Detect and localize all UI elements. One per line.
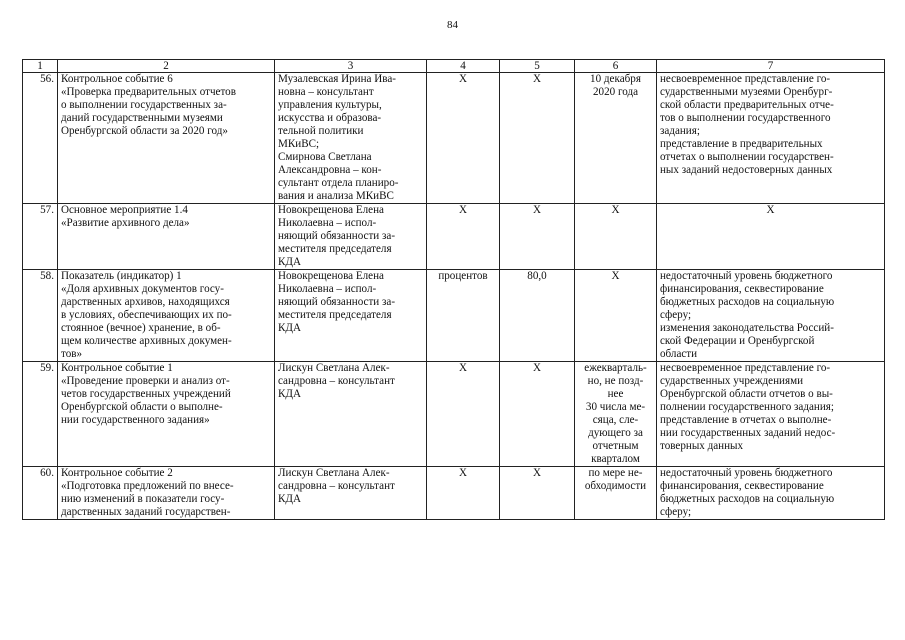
- table-row: [23, 467, 885, 520]
- responsible-cell: Новокрещенова Елена Николаевна – испол- няющий обязанности за- местителя председателя КДА: [275, 270, 427, 362]
- table-row: [23, 270, 885, 362]
- risks-cell: Х: [657, 204, 885, 270]
- column-header-6: 6: [575, 60, 657, 73]
- row-number: 60.: [23, 467, 58, 520]
- page-number: 84: [447, 19, 458, 31]
- risks-cell: несвоевременное представление го- сударственными музеями Оренбург- ской области предварительных отче- тов о выполнении государственного задания; представление в предварительных отчетах о выполнении государствен- ных заданий недостоверных данных: [657, 73, 885, 204]
- deadline-cell: по мере не- обходимости: [575, 467, 657, 520]
- row-number: 58.: [23, 270, 58, 362]
- activity-cell: Контрольное событие 1 «Проведение проверки и анализ от- четов государственных учреждений Оренбургской области о выполне- нии государственного задания»: [58, 362, 275, 467]
- unit-cell: Х: [427, 73, 500, 204]
- deadline-cell: 10 декабря 2020 года: [575, 73, 657, 204]
- column-header-3: 3: [275, 60, 427, 73]
- unit-cell: Х: [427, 204, 500, 270]
- unit-cell: Х: [427, 362, 500, 467]
- activity-cell: Показатель (индикатор) 1 «Доля архивных документов госу- дарственных архивов, находящихся в условиях, обеспечивающих их по- стоянное (вечное) хранение, в об- щем количестве архивных докумен- тов»: [58, 270, 275, 362]
- risks-cell: несвоевременное представление го- сударственных учреждениями Оренбургской области отчетов о вы- полнении государственного задания; представление в отчетах о выполне- нии государственных заданий недос- товерных данных: [657, 362, 885, 467]
- column-header-1: 1: [23, 60, 58, 73]
- value-cell: Х: [500, 467, 575, 520]
- activity-cell: Основное мероприятие 1.4 «Развитие архивного дела»: [58, 204, 275, 270]
- table-row: [23, 362, 885, 467]
- column-header-2: 2: [58, 60, 275, 73]
- activity-cell: Контрольное событие 6 «Проверка предварительных отчетов о выполнении государственных за- даний государственными музеями Оренбургской области за 2020 год»: [58, 73, 275, 204]
- deadline-cell: Х: [575, 270, 657, 362]
- table-row: [23, 204, 885, 270]
- responsible-cell: Музалевская Ирина Ива- новна – консультант управления культуры, искусства и образова- тельной политики МКиВС; Смирнова Светлана Александровна – кон- сультант отдела планиро- вания и анализа МКиВС: [275, 73, 427, 204]
- value-cell: Х: [500, 204, 575, 270]
- column-header-4: 4: [427, 60, 500, 73]
- column-header-5: 5: [500, 60, 575, 73]
- deadline-cell: Х: [575, 204, 657, 270]
- plan-table: [22, 59, 885, 520]
- column-number-row: [23, 60, 885, 73]
- unit-cell: процентов: [427, 270, 500, 362]
- risks-cell: недостаточный уровень бюджетного финансирования, секвестирование бюджетных расходов на социальную сферу; изменения законодательства Россий- ской Федерации и Оренбургской области: [657, 270, 885, 362]
- responsible-cell: Лискун Светлана Алек- сандровна – консультант КДА: [275, 467, 427, 520]
- activity-cell: Контрольное событие 2 «Подготовка предложений по внесе- нию изменений в показатели госу- дарственных заданий государствен-: [58, 467, 275, 520]
- table-row: [23, 73, 885, 204]
- responsible-cell: Новокрещенова Елена Николаевна – испол- няющий обязанности за- местителя председателя КДА: [275, 204, 427, 270]
- row-number: 57.: [23, 204, 58, 270]
- row-number: 59.: [23, 362, 58, 467]
- column-header-7: 7: [657, 60, 885, 73]
- value-cell: 80,0: [500, 270, 575, 362]
- row-number: 56.: [23, 73, 58, 204]
- deadline-cell: ежекварталь- но, не позд- нее 30 числа ме- сяца, сле- дующего за отчетным кварталом: [575, 362, 657, 467]
- unit-cell: Х: [427, 467, 500, 520]
- value-cell: Х: [500, 362, 575, 467]
- value-cell: Х: [500, 73, 575, 204]
- risks-cell: недостаточный уровень бюджетного финансирования, секвестирование бюджетных расходов на социальную сферу;: [657, 467, 885, 520]
- responsible-cell: Лискун Светлана Алек- сандровна – консультант КДА: [275, 362, 427, 467]
